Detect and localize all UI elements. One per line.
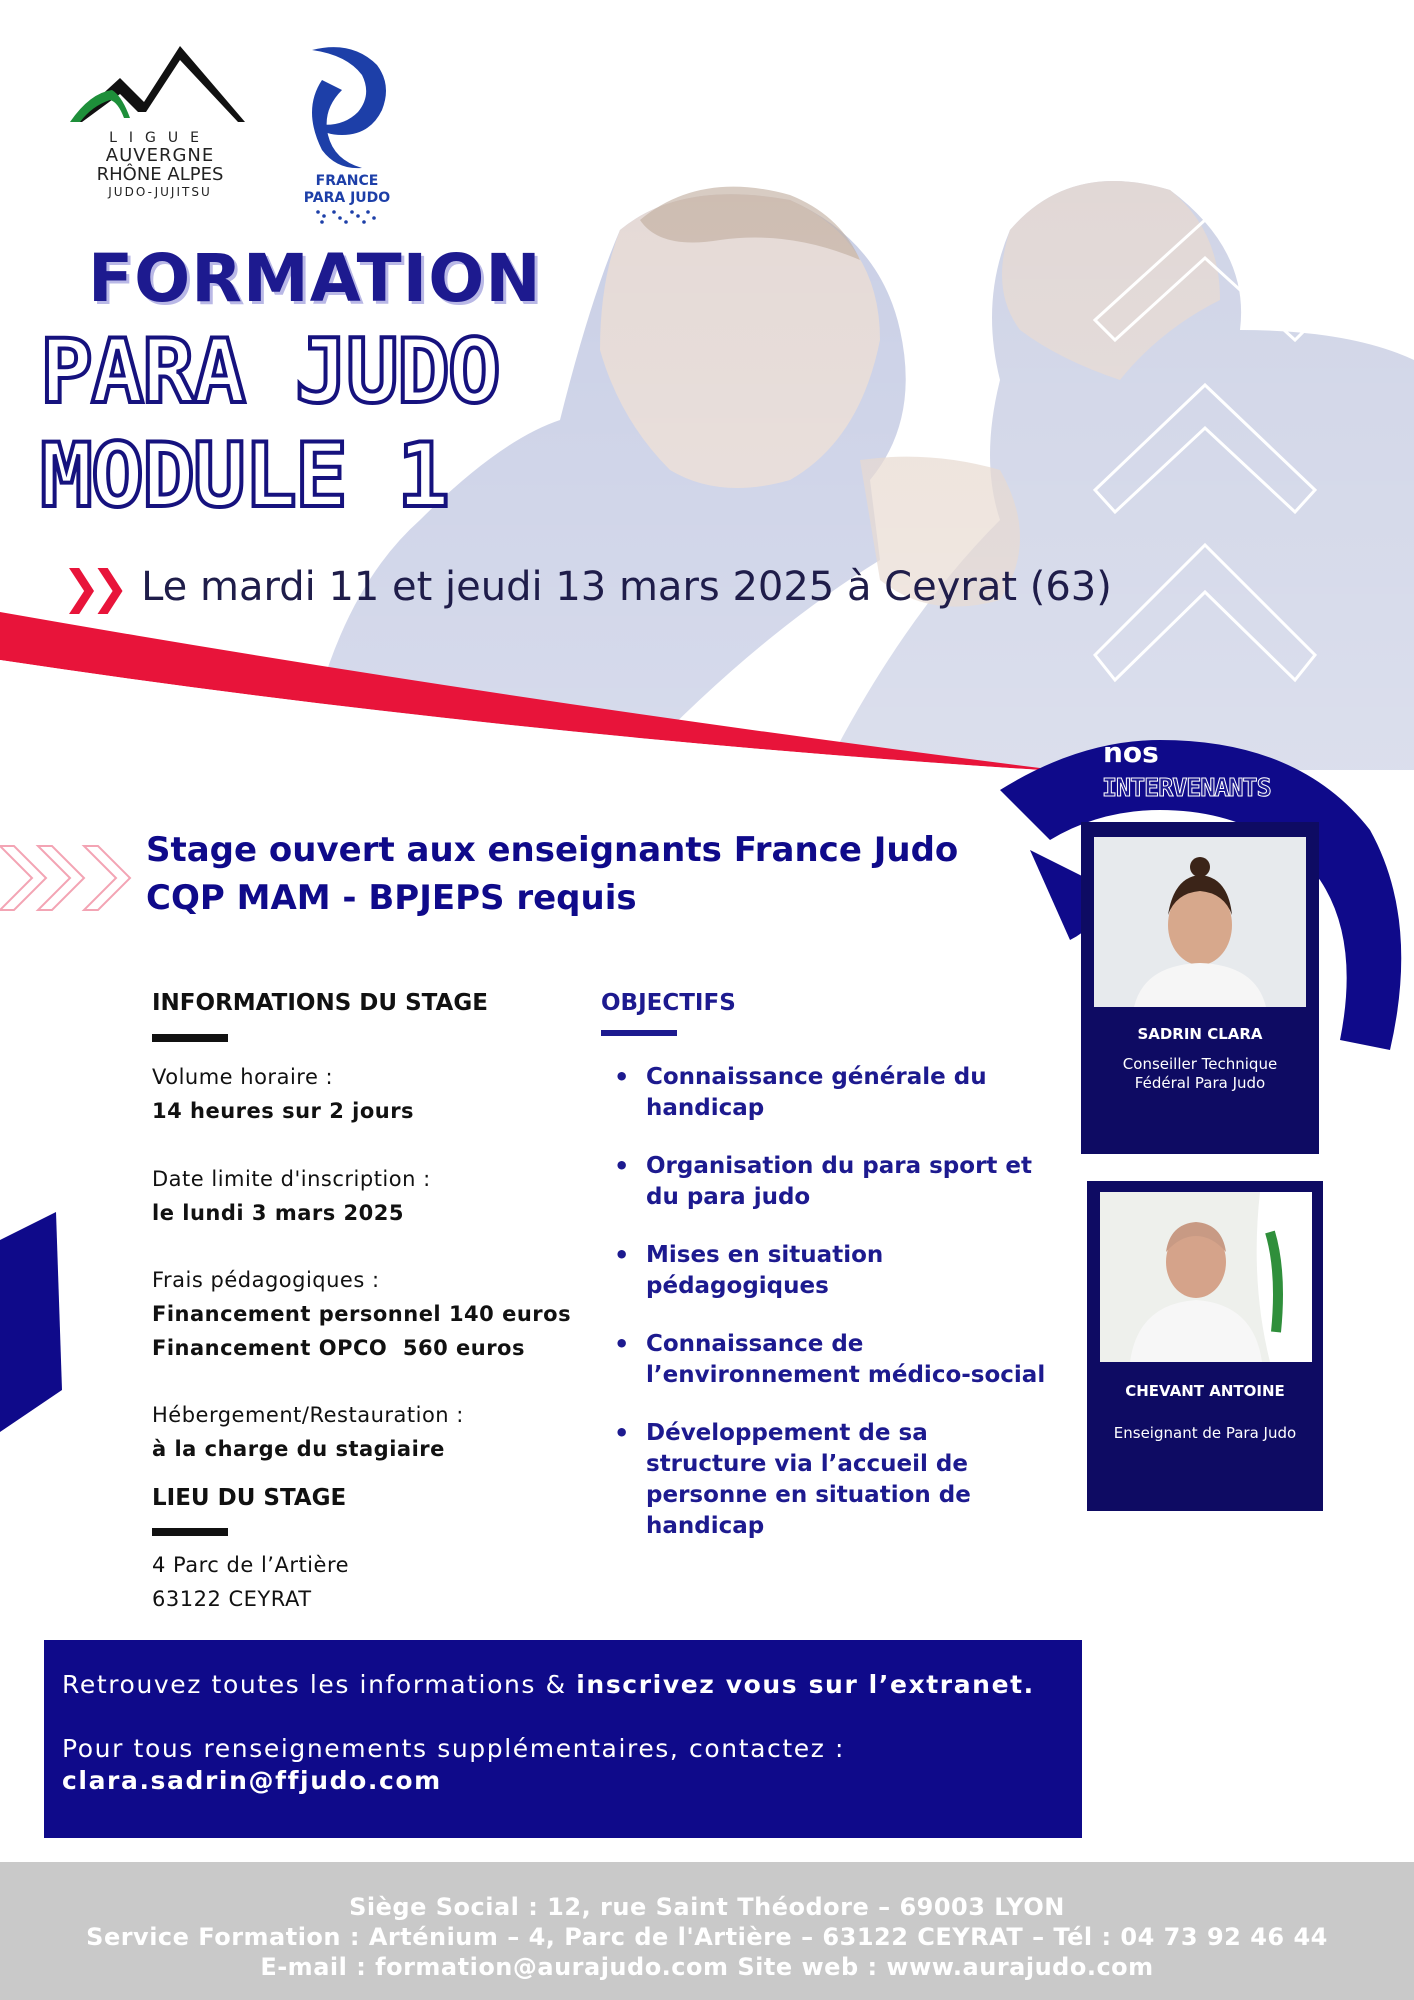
info-housing (152, 1398, 464, 1466)
deadline-value: le lundi 3 mars 2025 (152, 1201, 404, 1225)
ligue-line1: LIGUE (109, 130, 211, 146)
info-volume (152, 1060, 414, 1128)
intervenant-role: Conseiller Technique Fédéral Para Judo (1122, 1055, 1278, 1092)
fees-value-opco: Financement OPCO 560 euros (152, 1336, 525, 1360)
fpj-line1: FRANCE (315, 173, 379, 189)
intervenant-card-sadrin (1082, 823, 1318, 1153)
fees-value-personal: Financement personnel 140 euros (152, 1302, 572, 1326)
deadline-label: Date limite d'inscription : (152, 1167, 431, 1191)
objectifs-list (614, 1062, 1054, 1569)
info-fees (152, 1263, 571, 1365)
divider (601, 1030, 677, 1036)
footer-line2: Service Formation : Arténium – 4, Parc de l'Artière – 63122 CEYRAT – Tél : 04 73 92 46 44 (86, 1923, 1328, 1951)
contact-email-link[interactable]: clara.sadrin@ffjudo.com (62, 1766, 442, 1795)
date-text: Le mardi 11 et jeudi 13 mars 2025 à Ceyrat (63) (141, 564, 1112, 610)
intervenant-card-chevant (1088, 1182, 1322, 1510)
chevron-decor-left-icon (0, 838, 140, 918)
avatar (1100, 1192, 1312, 1362)
info-deadline (152, 1162, 431, 1230)
footer (0, 1862, 1414, 2000)
double-chevron-right-icon: ❯❯ (62, 560, 120, 614)
title-para-judo: PARA JUDO (40, 320, 499, 423)
intervenants-nos: nos (1103, 736, 1159, 769)
stage-audience-line1: Stage ouvert aux enseignants France Judo (146, 830, 959, 870)
fpj-line2: PARA JUDO (303, 190, 391, 206)
avatar (1094, 837, 1306, 1007)
ligue-line3: RHÔNE ALPES (96, 164, 224, 185)
divider (152, 1528, 228, 1536)
volume-value: 14 heures sur 2 jours (152, 1099, 415, 1123)
list-item: • Mises en situation pédagogiques (614, 1240, 1054, 1302)
extranet-link[interactable]: inscrivez vous sur l’extranet. (576, 1670, 1035, 1699)
list-item: • Connaissance générale du handicap (614, 1062, 1054, 1124)
lieu-address (152, 1548, 349, 1616)
extranet-text: Retrouvez toutes les informations & (62, 1670, 577, 1699)
informations-title: INFORMATIONS DU STAGE (152, 990, 488, 1016)
address-line2: 63122 CEYRAT (152, 1587, 312, 1611)
intervenants-label: INTERVENANTS (1102, 773, 1271, 802)
address-line1: 4 Parc de l’Artière (152, 1553, 350, 1577)
ligue-line2: AUVERGNE (105, 145, 215, 166)
divider (152, 1034, 228, 1042)
list-item: • Développement de sa structure via l’accueil de personne en situation de handicap (614, 1418, 1054, 1542)
lieu-title: LIEU DU STAGE (152, 1485, 347, 1511)
footer-line3: E-mail : formation@aurajudo.com Site web : www.aurajudo.com (260, 1953, 1154, 1981)
list-item: • Connaissance de l’environnement médico-social (614, 1329, 1054, 1391)
list-item: • Organisation du para sport et du para judo (614, 1151, 1054, 1213)
ligue-line4: JUDO-JUJITSU (108, 185, 212, 199)
title-formation: FORMATION (88, 240, 542, 317)
title-module: MODULE 1 (40, 424, 448, 527)
intervenant-role: Enseignant de Para Judo (1113, 1424, 1297, 1442)
braille-dots-icon (316, 210, 376, 224)
volume-label: Volume horaire : (152, 1065, 334, 1089)
france-para-judo-logo (282, 40, 412, 230)
housing-value: à la charge du stagiaire (152, 1437, 445, 1461)
contact-box (44, 1640, 1082, 1838)
chevron-decor-icon (1095, 220, 1315, 680)
fees-label: Frais pédagogiques : (152, 1268, 380, 1292)
extranet-line (62, 1670, 1035, 1699)
intervenant-name: CHEVANT ANTOINE (1125, 1382, 1285, 1400)
intervenant-name: SADRIN CLARA (1137, 1025, 1263, 1043)
housing-label: Hébergement/Restauration : (152, 1403, 464, 1427)
date-line (62, 560, 1112, 614)
contact-text: Pour tous renseignements supplémentaires, contactez : (62, 1734, 846, 1763)
objectifs-title: OBJECTIFS (601, 990, 736, 1016)
stage-audience (146, 826, 958, 922)
footer-line1: Siège Social : 12, rue Saint Théodore – 69003 LYON (349, 1893, 1065, 1921)
stage-audience-line2: CQP MAM - BPJEPS requis (146, 878, 637, 918)
ligue-auvergne-logo (60, 38, 260, 208)
